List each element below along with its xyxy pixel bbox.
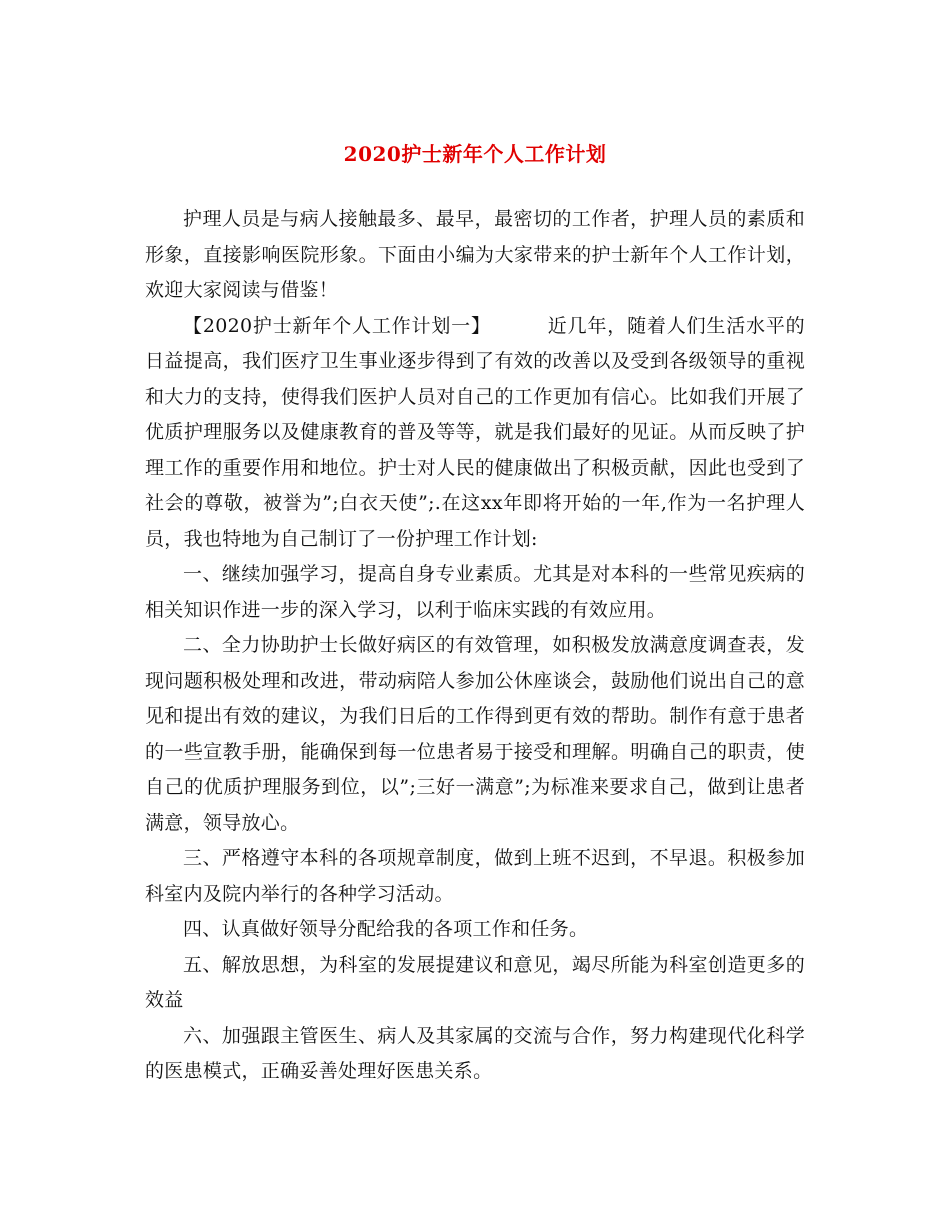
section-paragraph xyxy=(145,309,805,558)
intro-paragraph: 护理人员是与病人接触最多、最早，最密切的工作者，护理人员的素质和形象，直接影响医院形象。下面由小编为大家带来的护士新年个人工作计划，欢迎大家阅读与借鉴！ xyxy=(145,208,805,301)
section-intro-text: 近几年，随着人们生活水平的日益提高，我们医疗卫生事业逐步得到了有效的改善以及受到各级领导的重视和大力的支持，使得我们医护人员对自己的工作更加有信心。比如我们开展了优质护理服务以及健康教育的普及等等，就是我们最好的见证。从而反映了护理工作的重要作用和地位。护士对人民的健康做出了积极贡献，因此也受到了社会的尊敬，被誉为”;白衣天使”;.在这xx年即将开始的一年,作为一名护理人员，我也特地为自己制订了一份护理工作计划: xyxy=(145,314,805,550)
plan-item-5: 五、解放思想，为科室的发展提建议和意见，竭尽所能为科室创造更多的效益 xyxy=(145,953,805,1011)
section-heading: 【2020护士新年个人工作计划一】 xyxy=(183,314,491,337)
plan-item-2: 二、全力协助护士长做好病区的有效管理，如积极发放满意度调查表，发现问题积极处理和改进，带动病陪人参加公休座谈会，鼓励他们说出自己的意见和提出有效的建议，为我们日后的工作得到更有效的帮助。制作有意于患者的一些宣教手册，能确保到每一位患者易于接受和理解。明确自己的职责，使自己的优质护理服务到位，以”;三好一满意”;为标准来要求自己，做到让患者满意，领导放心。 xyxy=(145,634,805,834)
plan-item-6: 六、加强跟主管医生、病人及其家属的交流与合作，努力构建现代化科学的医患模式，正确妥善处理好医患关系。 xyxy=(145,1024,805,1082)
document-body xyxy=(145,202,805,1090)
plan-item-1: 一、继续加强学习，提高自身专业素质。尤其是对本科的一些常见疾病的相关知识作进一步的深入学习，以利于临床实践的有效应用。 xyxy=(145,563,805,621)
document-title: 2020护士新年个人工作计划 xyxy=(343,142,607,166)
plan-item-4: 四、认真做好领导分配给我的各项工作和任务。 xyxy=(183,918,589,940)
plan-item-3: 三、严格遵守本科的各项规章制度，做到上班不迟到，不早退。积极参加科室内及院内举行的各种学习活动。 xyxy=(145,847,805,905)
